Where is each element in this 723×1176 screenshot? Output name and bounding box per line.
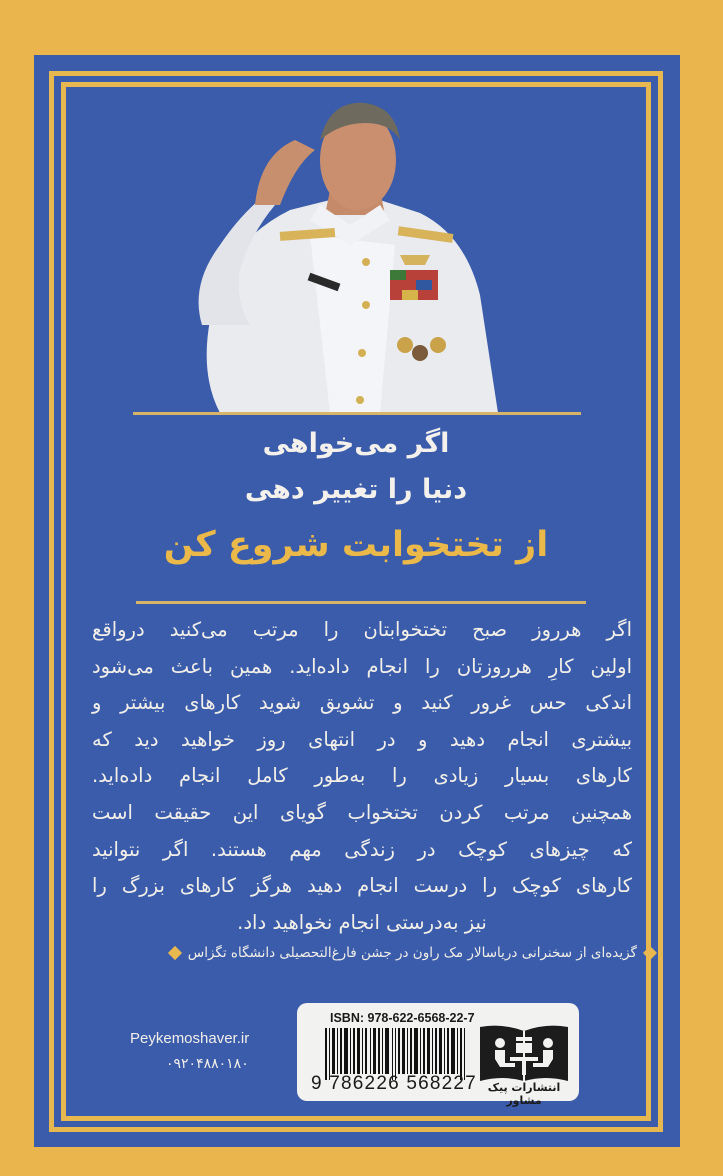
photo-underline	[133, 412, 581, 415]
body-paragraph	[92, 612, 632, 941]
barcode-label	[297, 1003, 579, 1107]
body-line: اندکی حس غرور کنید و تشویق شوید کارهای بیشتر و	[92, 691, 632, 715]
diamond-icon	[168, 946, 182, 960]
body-line: اولین کارِ هرروزتان را انجام داده‌اید. همین باعث می‌شود	[92, 654, 632, 678]
body-line: کارهای بسیار زیادی را به‌طور کامل انجام داده‌اید.	[92, 764, 632, 788]
diamond-icon	[643, 946, 657, 960]
body-line: اگر هرروز صبح تختخوابتان را مرتب می‌کنید درواقع	[92, 618, 632, 641]
author-photo	[180, 95, 530, 413]
attribution-quote	[100, 945, 655, 961]
publisher-name: انتشارات پیک مشاور	[487, 1081, 561, 1107]
gold-divider	[136, 601, 586, 604]
body-line: بیشتری انجام دهید و در انتهای روز خواهید دید که	[92, 727, 632, 751]
publisher-website: Peykemoshaver.ir	[130, 1030, 250, 1047]
isbn-text: ISBN: 978-622-6568-22-7	[330, 1011, 475, 1025]
publisher-phone: ۰۹۲۰۴۸۸۰۱۸۰	[166, 1056, 249, 1072]
body-line: نیز به‌درستی انجام نخواهید داد.	[237, 910, 487, 934]
body-line: همچنین مرتب کردن تختخواب گویای این حقیقت است	[92, 800, 632, 824]
body-line: که چیزهای کوچک در زندگی مهم هستند. اگر نتوانید	[92, 837, 632, 861]
heading-title: از تختخوابت شروع کن	[163, 525, 549, 565]
body-line: کارهای کوچک را درست انجام دهید هرگز کارهای بزرگ را	[92, 874, 632, 898]
saluting-admiral-illustration	[180, 95, 530, 413]
publisher-logo-icon	[480, 1023, 568, 1081]
attribution-text: گزیده‌ای از سخنرانی دریاسالار مک راون در جشن فارغ‌التحصیلی دانشگاه تگزاس	[187, 945, 637, 961]
heading-line-1: اگر می‌خواهی	[262, 428, 450, 459]
barcode-digits: 9 786226 568227	[311, 1073, 477, 1094]
heading-line-2: دنیا را تغییر دهی	[244, 474, 468, 505]
